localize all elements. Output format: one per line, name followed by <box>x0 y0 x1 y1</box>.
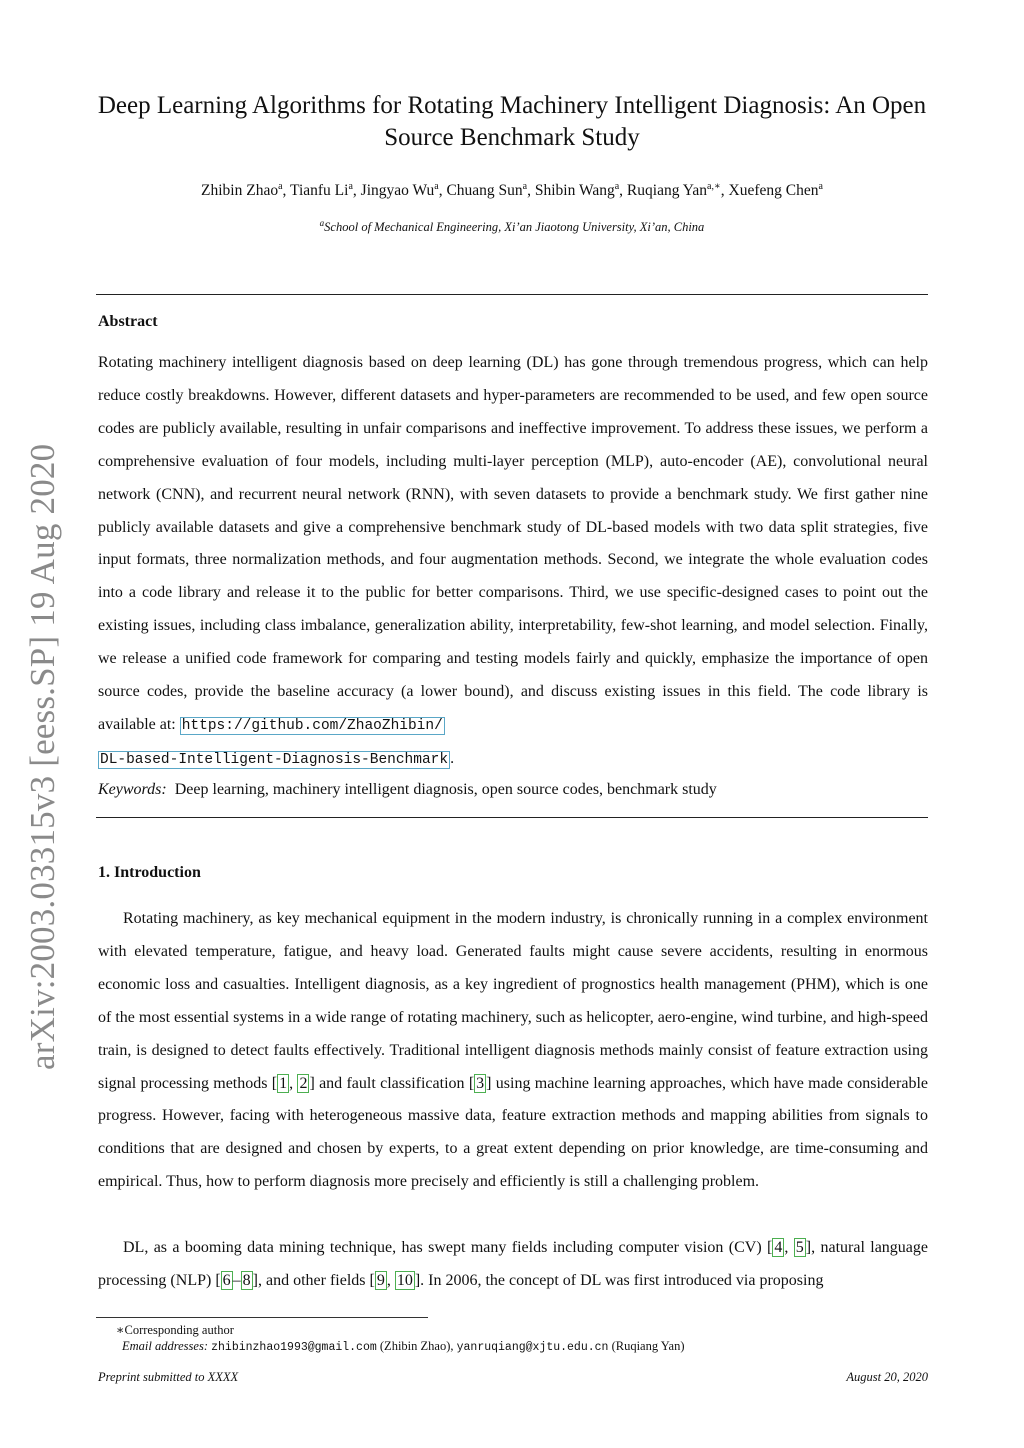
date: August 20, 2020 <box>846 1370 928 1384</box>
arxiv-identifier: arXiv:2003.03315v3 [eess.SP] 19 Aug 2020 <box>23 443 62 1070</box>
text: ]. In 2006, the concept of DL was first introduced via proposing <box>414 1271 824 1289</box>
abstract-end: . <box>450 749 455 767</box>
text: Rotating machinery, as key mechanical equipment in the modern industry, is chronically running in a complex environment with elevated temperature, fatigue, and heavy load. Generated faults might cause severe accidents, resulting in enormous economic loss and casualties. Intelligent diagnosis, as a key ingredient of prognostics health management (PHM), which is one of the most essential systems in a wide range of rotating machinery, such as helicopter, aero-engine, wind turbine, and high-speed train, is designed to detect faults effectively. Traditional intelligent diagnosis methods mainly consist of feature extraction using signal processing methods [ <box>98 910 928 1092</box>
text: – <box>232 1271 241 1289</box>
section-heading: 1. Introduction <box>98 864 201 881</box>
author: Xuefeng Chen <box>728 182 819 200</box>
text: ] using machine learning approaches, which have made considerable progress. However, facing with heterogeneous massive data, feature extraction methods and mapping abilities from signals to conditions that are designed and chosen by experts, to a great extent depending on prior knowledge, are time-consuming and empirical. Thus, how to perform diagnosis more precisely and efficiently is still a challenging problem. <box>98 1074 928 1191</box>
citation-link[interactable]: 5 <box>795 1239 804 1256</box>
author-list: Zhibin Zhao$^a$, Tianfu Li$^a$, Jingyao Wu$^a$, Chuang Sun$^a$, Shibin Wang$^a$, Ruqiang Yan$^{a,∗}$, Xuefeng Chen$^a$ <box>201 181 823 200</box>
abstract-heading: Abstract <box>98 313 158 330</box>
code-library-link-cont[interactable]: DL-based-Intelligent-Diagnosis-Benchmark <box>100 751 449 768</box>
citation-link[interactable]: 3 <box>476 1074 485 1092</box>
author-affil-mark: a <box>348 181 353 192</box>
citation-link[interactable]: 1 <box>279 1074 288 1092</box>
author: Chuang Sun <box>446 182 523 200</box>
intro-paragraph-2 <box>98 1232 928 1298</box>
affiliation-mark: a <box>319 218 325 228</box>
text: , <box>784 1239 794 1256</box>
email-link[interactable]: yanruqiang@xjtu.edu.cn <box>456 1341 609 1354</box>
intro-paragraph-1 <box>98 903 928 1199</box>
keywords-text: Deep learning, machinery intelligent diagnosis, open source codes, benchmark study <box>174 781 717 798</box>
citation-link[interactable]: 2 <box>299 1074 308 1092</box>
author-affil-mark: a <box>522 181 528 192</box>
author: Tianfu Li <box>290 182 349 200</box>
author-affil-mark: a <box>614 181 620 192</box>
text: ], natural language processing (NLP) [ <box>98 1239 929 1289</box>
affiliation-text: School of Mechanical Engineering, Xi’an Jiaotong University, Xi’an, China <box>324 220 705 235</box>
text: , <box>386 1271 395 1289</box>
footnote-corresponding: ∗Corresponding author <box>116 1323 234 1337</box>
keywords <box>98 781 717 799</box>
text: ], and other fields [ <box>252 1271 375 1289</box>
author-affil-mark: a <box>434 181 439 192</box>
abstract-text <box>98 347 928 777</box>
email-link[interactable]: zhibinzhao1993@gmail.com <box>211 1341 377 1354</box>
footnote-emails <box>122 1339 684 1354</box>
author: Ruqiang Yan <box>626 182 708 200</box>
abstract-body: Rotating machinery intelligent diagnosis based on deep learning (DL) has gone through tremendous progress, which can help reduce costly breakdowns. However, different datasets and hyper-parameters are recommended to be used, and few open source codes are publicly available, resulting in unfair comparisons and ineffective improvement. To address these issues, we perform a comprehensive evaluation of four models, including multi-layer perception (MLP), auto-encoder (AE), convolutional neural network (CNN), and recurrent neural network (RNN), with seven datasets to provide a benchmark study. We first gather nine publicly available datasets and give a comprehensive benchmark study of DL-based models with two data split strategies, five input formats, three normalization methods, and four augmentation methods. Second, we integrate the whole evaluation codes into a code library and release it to the public for better comparisons. Third, we use specific-designed cases to point out the existing issues, including class imbalance, generalization ability, interpretability, few-shot learning, and model selection. Finally, we release a unified code framework for comparing and testing models fairly and quickly, emphasize the importance of open source codes, provide the baseline accuracy (a lower bound), and discuss existing issues in this field. The code library is available at: <box>98 354 928 733</box>
author-affil-mark: a <box>278 181 283 192</box>
author: Zhibin Zhao <box>201 182 279 200</box>
citation-link[interactable]: 10 <box>396 1271 413 1289</box>
citation-link[interactable]: 8 <box>242 1271 251 1289</box>
citation-link[interactable]: 9 <box>376 1271 385 1289</box>
divider <box>96 294 928 295</box>
footnote-divider <box>96 1317 428 1318</box>
text: ] and fault classification [ <box>309 1074 475 1092</box>
email-label: Email addresses: <box>122 1339 208 1353</box>
author-affil-mark: a <box>818 181 823 192</box>
affiliation <box>96 218 928 235</box>
text: , <box>289 1074 298 1092</box>
email-owner: (Ruqiang Yan) <box>611 1339 685 1353</box>
code-library-link[interactable]: https://github.com/ZhaoZhibin/ <box>181 717 443 734</box>
citation-link[interactable]: 4 <box>774 1239 783 1256</box>
citation-link[interactable]: 6 <box>222 1271 231 1289</box>
keywords-label: Keywords: <box>98 781 167 798</box>
email-owner: (Zhibin Zhao), <box>379 1339 454 1353</box>
author-affil-mark: a,∗ <box>707 181 721 192</box>
author: Shibin Wang <box>534 182 615 200</box>
paper-title: Deep Learning Algorithms for Rotating Machinery Intelligent Diagnosis: An Open Source Benchmark Study <box>97 92 927 151</box>
divider <box>96 817 928 818</box>
author: Jingyao Wu <box>360 182 435 200</box>
preprint-note: Preprint submitted to XXXX <box>98 1370 239 1384</box>
text: DL, as a booming data mining technique, has swept many fields including computer vision (CV) [ <box>123 1239 773 1256</box>
